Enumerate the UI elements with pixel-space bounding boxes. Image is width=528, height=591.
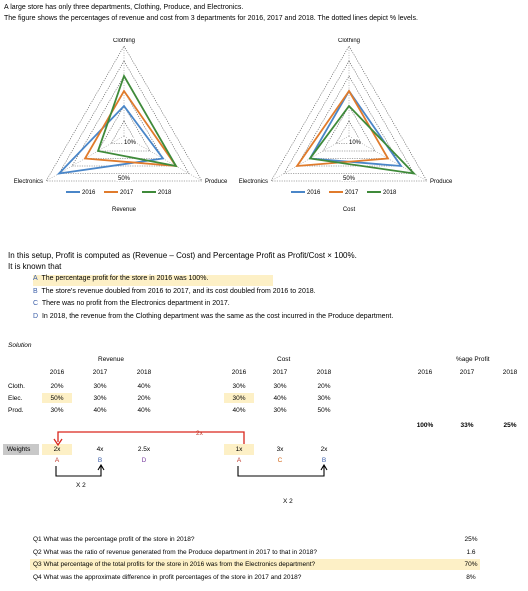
revenue-ring-label-10: 10% [123,140,137,146]
x2-label-right: X 2 [283,498,293,505]
cost-legend-label-2017: 2017 [345,190,359,196]
cost-weight-2017: 3x [276,446,284,453]
cost-prod-2016: 40% [232,407,246,414]
rev-year-2017: 2017 [92,369,108,376]
cost-chart-title: Cost [342,207,356,213]
x2-arrow-left [50,464,110,482]
revenue-radar-chart [0,38,260,228]
fact-B: B The store's revenue doubled from 2016 to 2017, and its cost doubled from 2016 to 2018. [33,288,316,295]
fact-A: A The percentage profit for the store in 2016 was 100%. [33,275,273,286]
cost-year-2016: 2016 [231,369,247,376]
row-label-elec: Elec. [8,395,23,402]
cost-weight-2018: 2x [320,446,328,453]
rev-cloth-2017: 30% [93,383,107,390]
revenue-axis-label-clothing: Clothing [112,38,136,44]
cost-elec-2016: 30% [232,395,246,402]
cost-ring-30 [310,91,388,159]
cost-axis-label-clothing: Clothing [337,38,361,44]
revenue-ring-label-50: 50% [117,176,131,182]
rev-prod-2016: 30% [50,407,64,414]
question-4: Q4 What was the approximate difference in profit percentages of the store in 2017 and 2018? [33,574,302,581]
x2-arrow-right [230,464,330,482]
cost-axis-label-electronics: Electronics [238,179,269,185]
rev-letter-B: B [97,457,103,464]
rev-prod-2018: 40% [137,407,151,414]
revenue-legend-label-2016: 2016 [82,190,96,196]
intro-line-2: The figure shows the percentages of revenue and cost from 3 departments for 2016, 2017 and 2018. The dotted lines depict % levels. [4,15,418,22]
question-1: Q1 What was the percentage profit of the store in 2018? [33,536,195,543]
answer-2: 1.6 [466,549,476,556]
red-2x-arrow [50,428,260,450]
rev-weight-2016: 2x [53,446,61,453]
cost-ring-label-10: 10% [348,140,362,146]
rev-letter-A: A [54,457,60,464]
rev-elec-2018: 20% [137,395,151,402]
revenue-chart-title: Revenue [111,207,137,213]
rev-weight-2017: 4x [96,446,104,453]
intro-line-1: A large store has only three departments, Clothing, Produce, and Electronics. [4,4,244,11]
profit-year-2017: 2017 [459,369,475,376]
row-label-prod: Prod. [8,407,24,414]
x2-label-left: X 2 [76,482,86,489]
profit-2017: 33% [460,422,474,429]
profit-year-2016: 2016 [417,369,433,376]
cost-letter-C: C [277,457,283,464]
profit-2016: 100% [416,422,434,429]
rev-cloth-2018: 40% [137,383,151,390]
cost-year-2018: 2018 [316,369,332,376]
cost-legend-label-2016: 2016 [307,190,321,196]
answer-1: 25% [464,536,478,543]
setup-line-2: It is known that [8,262,62,271]
cost-cloth-2018: 20% [317,383,331,390]
revenue-axis-label-electronics: Electronics [13,179,44,185]
profit-header: %age Profit [456,356,490,363]
rev-elec-2016: 50% [50,395,64,402]
rev-weight-2018: 2.5x [137,446,151,453]
cost-axis-label-produce: Produce [429,179,453,185]
cost-ring-label-50: 50% [342,176,356,182]
rev-letter-D: D [141,457,147,464]
profit-year-2018: 2018 [502,369,518,376]
rev-year-2016: 2016 [49,369,65,376]
row-label-cloth: Cloth. [8,383,25,390]
revenue-legend-label-2017: 2017 [120,190,134,196]
cost-prod-2017: 30% [273,407,287,414]
answer-3: 70% [464,561,478,568]
cost-header: Cost [277,356,291,363]
cost-cloth-2016: 30% [232,383,246,390]
question-3: Q3 What percentage of the total profits for the store in 2016 was from the Electronics department? [33,561,316,568]
rev-elec-2017: 30% [93,395,107,402]
fact-C: C There was no profit from the Electronics department in 2017. [33,300,230,307]
question-2: Q2 What was the ratio of revenue generated from the Produce department in 2017 to that in 2018? [33,549,318,556]
cost-letter-B: B [321,457,327,464]
revenue-axis-label-produce: Produce [204,179,228,185]
rev-year-2018: 2018 [136,369,152,376]
revenue-header: Revenue [98,356,125,363]
cost-elec-2018: 30% [317,395,331,402]
revenue-legend-label-2018: 2018 [158,190,172,196]
cost-letter-A: A [236,457,242,464]
cost-radar-chart [225,38,485,228]
answer-4: 8% [466,574,476,581]
weights-label: Weights [3,444,39,455]
profit-2018: 25% [503,422,517,429]
setup-line-1: In this setup, Profit is computed as (Revenue – Cost) and Percentage Profit as Profit/Cost × 100%. [8,251,357,260]
rev-cloth-2016: 20% [50,383,64,390]
solution-heading: Solution [8,342,32,349]
cost-cloth-2017: 30% [273,383,287,390]
fact-D: D In 2018, the revenue from the Clothing department was the same as the cost incurred in the Produce department. [33,313,394,320]
cost-weight-2016: 1x [235,446,243,453]
cost-legend-label-2018: 2018 [383,190,397,196]
cost-year-2017: 2017 [272,369,288,376]
cost-prod-2018: 50% [317,407,331,414]
red-2x-label: 2x [196,430,203,437]
rev-prod-2017: 40% [93,407,107,414]
cost-elec-2017: 40% [273,395,287,402]
